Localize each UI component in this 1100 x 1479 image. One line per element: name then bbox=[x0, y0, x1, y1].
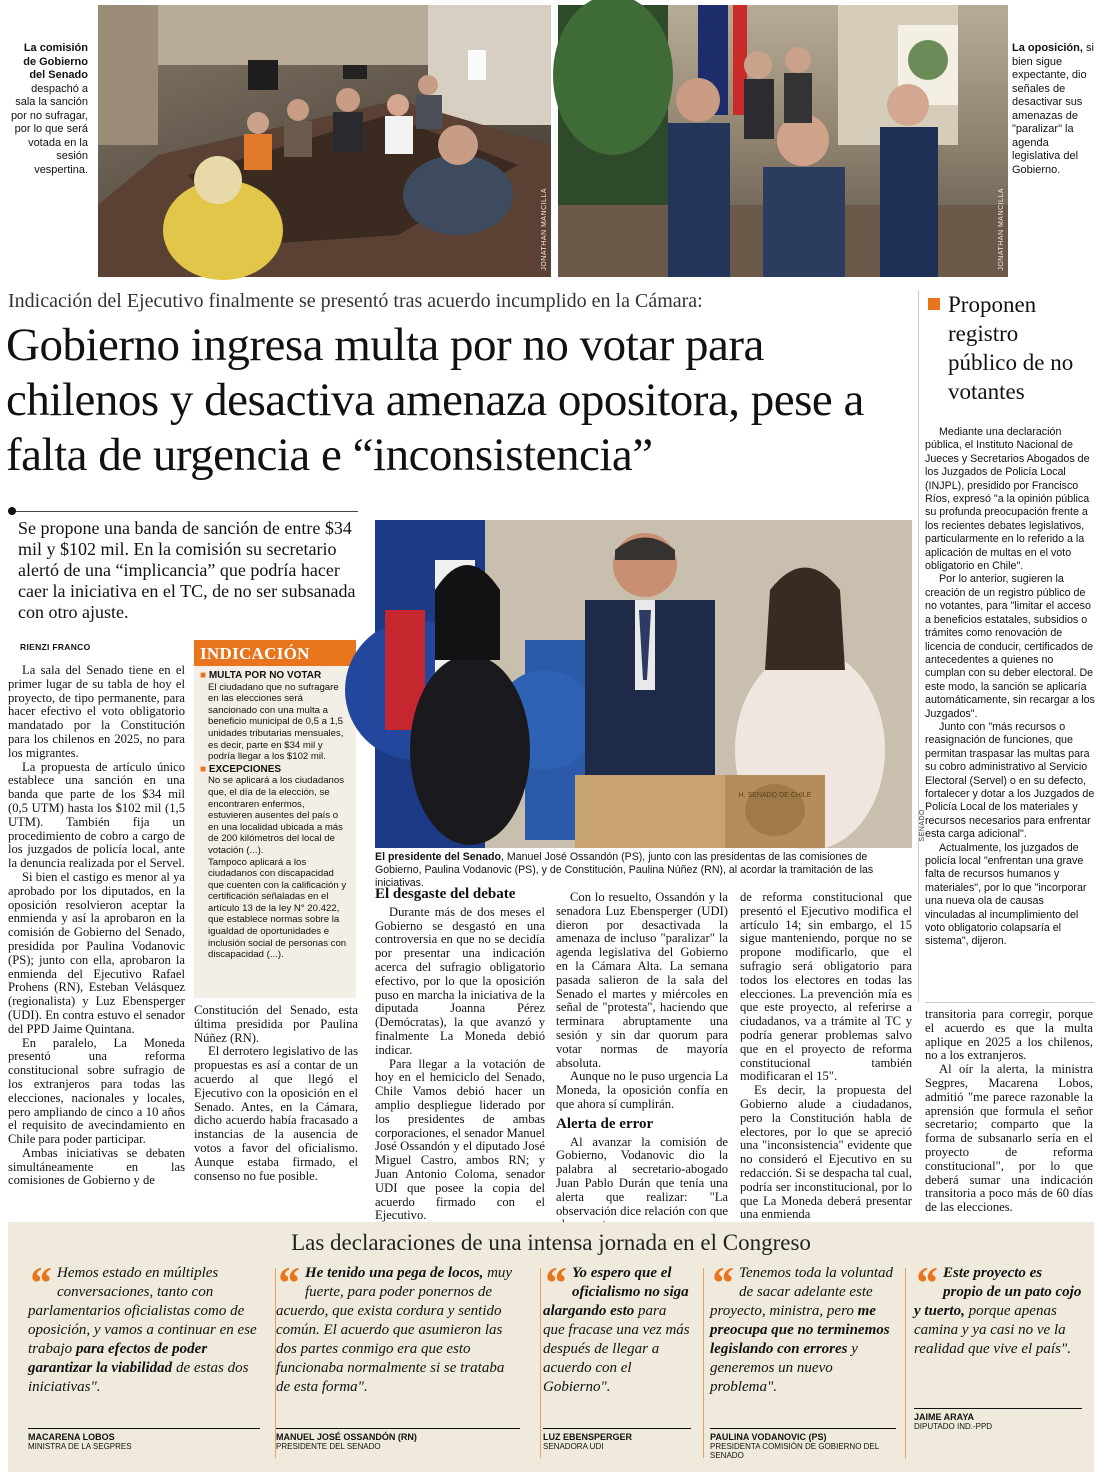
paragraph: Durante más de dos meses el Gobierno se desgastó en una controversia en que no se decidía por presentar una indicación acerca del sufragio obligatorio efectivo, por lo que la oposición puso en marcha la iniciativa de la diputada Joanna Pérez (Demócratas), la que avanzó y finalmente La Moneda debió indicar. bbox=[375, 904, 545, 1057]
item1-head: MULTA POR NO VOTAR bbox=[208, 670, 322, 681]
sidebar-divider bbox=[918, 290, 919, 1002]
sidebar-title: Proponen registro público de no votantes bbox=[948, 292, 1074, 404]
quote-card: “ Este proyecto es propio de un pato cojo y tuerto, porque apenas camina y ya casi no ve la realidad que vive el país". bbox=[914, 1257, 1082, 1357]
quote-author-role: PRESIDENTA COMISIÓN DE GOBIERNO DEL SENADO bbox=[710, 1442, 879, 1460]
quote-signature bbox=[28, 1428, 260, 1451]
quote-signature bbox=[914, 1408, 1082, 1431]
paragraph: La propuesta de artículo único establece una sanción en una banda que parte de los $34 mil (0,5 UTM) hasta los $102 mil (1,5 UTM). También fija un procedimiento de cobro a cargo de los juzgados de policía local, ante la denuncia realizada por el Servel. bbox=[8, 759, 185, 871]
lede-divider bbox=[8, 511, 358, 512]
quote-separator bbox=[703, 1268, 704, 1458]
kicker: Indicación del Ejecutivo finalmente se presentó tras acuerdo incumplido en la Cámara: bbox=[8, 290, 703, 312]
paragraph: La sala del Senado tiene en el primer lugar de su tabla de hoy el proyecto, de tipo permanente, para hacer efectivo el voto obligatorio mandatado por la Constitución para los chilenos en 2025, no para los migrantes. bbox=[8, 663, 185, 760]
opposition-scene bbox=[558, 5, 1008, 277]
quote-mark-icon: “ bbox=[28, 1257, 51, 1308]
quote-author: PAULINA VODANOVIC (PS) bbox=[710, 1432, 827, 1442]
subhead-desgaste: El desgaste del debate bbox=[375, 886, 516, 902]
paragraph: Por lo anterior, sugieren la creación de un registro público de no votantes, para "limitar el acceso a beneficios estatales, subsidios o trámites como renovación de licencia de conducir, certificados de antecedentes a quienes no cumplan con su deber electoral. De este modo, la sanción se aplicaría automáticamente, sin recargar a los Juzgados". bbox=[925, 573, 1095, 720]
quote-author-role: MINISTRA DE LA SEGPRES bbox=[28, 1442, 132, 1451]
quote-author-role: DIPUTADO IND.-PPD bbox=[914, 1422, 993, 1431]
sidebar-title-marker bbox=[928, 298, 940, 310]
sidebar-body bbox=[925, 426, 1095, 949]
paragraph: de reforma constitucional que presentó el Ejecutivo modifica el artículo 14; sin embargo, el 15 sigue manteniendo, porque no se propone modificarlo, que el sufragio será obligatorio para todos los electores en todas las elecciones. La prevención mía es que este proyecto, al referirse a ciudadanos, va a trámite al TC y podría generar problemas salvo que en el proyecto de reforma constitucional también modificaran el 15". bbox=[740, 890, 912, 1084]
bullet-icon: ■ bbox=[200, 670, 207, 681]
photo-credit-main: SENADO bbox=[919, 809, 926, 842]
photo-credit-left: JONATHAN MANCILLA bbox=[541, 188, 548, 271]
paragraph: Junto con "más recursos o reasignación de funciones, que permitan traspasar las multas para su cobro administrativo al Servicio Electoral (Servel) o en su defecto, fortalecer y dotar a los Juzgados de Policía Local de los materiales y recursos necesarios para enfrentar esta carga adicional". bbox=[925, 720, 1095, 841]
quotes-title: Las declaraciones de una intensa jornada en el Congreso bbox=[291, 1230, 811, 1255]
indicacion-title: INDICACIÓN bbox=[194, 640, 356, 666]
item2-head: EXCEPCIONES bbox=[208, 763, 282, 775]
bullet-icon: ■ bbox=[200, 763, 207, 775]
lede: Se propone una banda de sanción de entre $34 mil y $102 mil. En la comisión su secretario alertó de una “implicancia” que podría hacer caer la iniciativa en el TC, de no ser subsanada con otro ajuste. bbox=[18, 518, 356, 622]
quote-mark-icon: “ bbox=[543, 1257, 566, 1308]
quote-author: MACARENA LOBOS bbox=[28, 1432, 115, 1442]
paragraph: Si bien el castigo es menor al ya aprobado por los diputados, en la oposición resolvieron aceptar la enmienda y así la aprobaron en la comisión de Gobierno del Senado, presidida por Paulina Vodanovic (PS); junto con ella, aprobaron la enmienda del Ejecutivo Rafael Prohens (RN), Esteban Velásquez (regionalista) y Luz Ebensperger (UDI). En contra estuvo el senador del PPD Jaime Quintana. bbox=[8, 869, 185, 1036]
item1-body: El ciudadano que no sufragare en las elecciones será sancionado con una multa a beneficio municipal de 0,5 a 1,5 unidades tributarias mensuales, es decir, parte en $34 mil y podría llegar a los $102 mil. bbox=[208, 681, 344, 763]
paragraph: Al avanzar la comisión de Gobierno, Vodanovic dio la palabra al secretario-abogado Juan Pablo Durán que tenía una alerta que realizar: "La observación dice relación con que bbox=[556, 1134, 728, 1218]
quote-author: JAIME ARAYA bbox=[914, 1412, 975, 1422]
quote-author: MANUEL JOSÉ OSSANDÓN (RN) bbox=[276, 1432, 417, 1442]
item2-body-1: No se aplicará a los ciudadanos que, el día de la elección, se encontraren enfermos, estuvieren ausentes del país o en una localidad ubicada a más de 200 kilómetros del local de votación (...). bbox=[208, 775, 344, 856]
quote-author: LUZ EBENSPERGER bbox=[543, 1432, 633, 1442]
article-column-2 bbox=[194, 1004, 358, 1183]
quote-author-role: PRESIDENTE DEL SENADO bbox=[276, 1442, 381, 1451]
paragraph: transitoria para corregir, porque el acuerdo es que la multa aplique en 2025 a los chilenos, no a los extranjeros. bbox=[925, 1007, 1093, 1063]
paragraph: Al oír la alerta, la ministra Segpres, Macarena Lobos, admitió "me parece razonable la aprensión que formula el señor secretario; comparto que la forma de subsanarlo sería en el proyecto de reforma constitucional", por lo que deberá sumar una indicación transitoria a poco más de 60 días de las elecciones. bbox=[925, 1062, 1093, 1215]
paragraph: Es decir, la propuesta del Gobierno alude a ciudadanos, pero la Constitución habla de electores, por lo que se apreció una "inconsistencia" evidente que no consideró el Ejecutivo en su redacción. Si se despacha tal cual, podría ser inconstitucional, por lo que La Moneda deberá presentar una enmienda bbox=[740, 1083, 912, 1222]
article-column-5 bbox=[740, 891, 912, 1222]
paragraph: Ambas iniciativas se debaten simultáneamente en las comisiones de Gobierno y de bbox=[8, 1145, 185, 1188]
top-right-caption: La oposición, si bien sigue expectante, dio señales de desactivar sus amenazas de "paralizar" la agenda legislativa del Gobierno. bbox=[1012, 42, 1094, 176]
article-column-4 bbox=[556, 891, 728, 1232]
quote-signature bbox=[710, 1428, 896, 1460]
photo-senate-commission bbox=[98, 5, 551, 277]
quote-author-role: SENADORA UDI bbox=[543, 1442, 604, 1451]
article-column-3 bbox=[375, 884, 545, 1223]
paragraph: Aunque no le puso urgencia La Moneda, la oposición confía en que ahora sí cumplirán. bbox=[556, 1069, 728, 1111]
photo-opposition-group bbox=[558, 5, 1008, 277]
paragraph: Con lo resuelto, Ossandón y la senadora Luz Ebensperger (UDI) dieron por desactivada la amenaza de incluso "paralizar" la agenda legislativa del Gobierno en la Cámara Alta. La semana pasada salieron de la sala del Senado el martes y miércoles en señal de "protesta", haciendo que terminara abruptamente una sesión y sin dar quorum para votar normas de mayoría absoluta. bbox=[556, 890, 728, 1070]
commission-scene bbox=[98, 5, 551, 277]
quote-card: “ Tenemos toda la voluntad de sacar adelante este proyecto, ministra, pero me preocupa que no terminemos legislando con errores y generemos un nuevo problema". bbox=[710, 1257, 894, 1395]
paragraph: Para llegar a la votación de hoy en el hemiciclo del Senado, Chile Vamos debió hacer un amplio despliegue liderado por los presidentes de ambas corporaciones, el senador Manuel José Ossandón y el diputado José Miguel Castro, ambos RN; y Juan Antonio Coloma, senador UDI que posee la copia del acuerdo firmado con el Ejecutivo. bbox=[375, 1056, 545, 1223]
paragraph: Actualmente, los juzgados de policía local "enfrentan una grave falta de recursos humanos y materiales", por lo que "incorporar una nueva ola de causas vinculadas al incumplimiento del voto obligatorio colapsaría el sistema", dijeron. bbox=[925, 841, 1087, 948]
main-photo-caption: El presidente del Senado, Manuel José Ossandón (PS), junto con las presidentas de las comisiones de Gobierno, Paulina Vodanovic (PS), y de Constitución, Paulina Núñez (RN), al acordar la tramitación de las iniciativas. bbox=[375, 851, 874, 889]
quote-card: “ He tenido una pega de locos, muy fuerte, para poder ponernos de acuerdo, que exista cordura y sentido común. El acuerdo que asumieron las dos partes conmigo era que esto funcionaba normalmente si se trataba de esta forma". bbox=[276, 1257, 513, 1395]
quote-mark-icon: “ bbox=[914, 1257, 937, 1308]
paragraph: En paralelo, La Moneda presentó una reforma constitucional sobre sufragio de los extranjeros para todas las elecciones, nacionales y locales, pero ampliando de cinco a 10 años el requisito de avecindamiento en Chile para poder participar. bbox=[8, 1035, 185, 1147]
quote-signature bbox=[276, 1428, 520, 1451]
paragraph: Mediante una declaración pública, el Instituto Nacional de Jueces y Secretarios Abogados de los Juzgados de Policía Local (INJPL), presidido por Francisco Ríos, expresó "a la opinión pública su profunda preocupación frente a los recientes debates legislativos, particularmente en lo referido a la aplicación de multas en el voto obligatorio en Chile". bbox=[925, 426, 1090, 573]
photo-senate-president bbox=[375, 520, 926, 848]
top-left-caption: La comisión de Gobierno del Senado despachó a sala la sanción por no sufragar, por lo que será votada en la sesión vespertina. bbox=[10, 42, 88, 176]
sidebar-bottom-rule bbox=[925, 1002, 1095, 1003]
quote-card: “ Hemos estado en múltiples conversaciones, tanto con parlamentarios oficialistas como de oposición, y vamos a continuar en ese trabajo para efectos de poder garantizar la viabilidad de estas dos iniciativas". bbox=[28, 1257, 257, 1395]
paragraph: El derrotero legislativo de las propuestas es así a contar de un acuerdo al que llegó el Ejecutivo con la oposición en el Senado. Antes, en la Cámara, dicho acuerdo había fracasado a instancias de la ausencia de votos a favor del oficialismo. Aunque estaba firmado, el consenso no fue posible. bbox=[194, 1044, 358, 1183]
article-column-6 bbox=[925, 1008, 1093, 1215]
photo-credit-right: JONATHAN MANCILLA bbox=[998, 188, 1005, 271]
paragraph: Constitución del Senado, esta última presidida por Paulina Núñez (RN). bbox=[194, 1003, 358, 1045]
quote-separator bbox=[540, 1268, 541, 1458]
article-column-1 bbox=[8, 664, 185, 1188]
subhead-alerta: Alerta de error bbox=[556, 1115, 654, 1132]
item2-body-2: Tampoco aplicará a los ciudadanos con discapacidad que cuenten con la calificación y certificación señaladas en el artículo 13 de la ley N° 20.422, que establece normas sobre la igualdad de oportunidades e inclusión social de personas con discapacidad (...). bbox=[208, 856, 347, 961]
byline: RIENZI FRANCO bbox=[20, 642, 91, 652]
headline: Gobierno ingresa multa por no votar para chilenos y desactiva amenaza opositora, pese a falta de urgencia e “inconsistencia” bbox=[6, 319, 864, 481]
indicacion-box bbox=[194, 640, 356, 998]
quote-signature bbox=[543, 1428, 691, 1451]
quote-mark-icon: “ bbox=[710, 1257, 733, 1308]
podium-text: H. SENADO DE CHILE bbox=[738, 792, 812, 799]
quote-card: “ Yo espero que el oficialismo no siga alargando esto para que fracase una vez más después de llegar a acuerdo con el Gobierno". bbox=[543, 1257, 690, 1395]
quote-separator bbox=[905, 1268, 906, 1458]
quote-mark-icon: “ bbox=[276, 1257, 299, 1308]
lede-dot bbox=[8, 507, 16, 515]
